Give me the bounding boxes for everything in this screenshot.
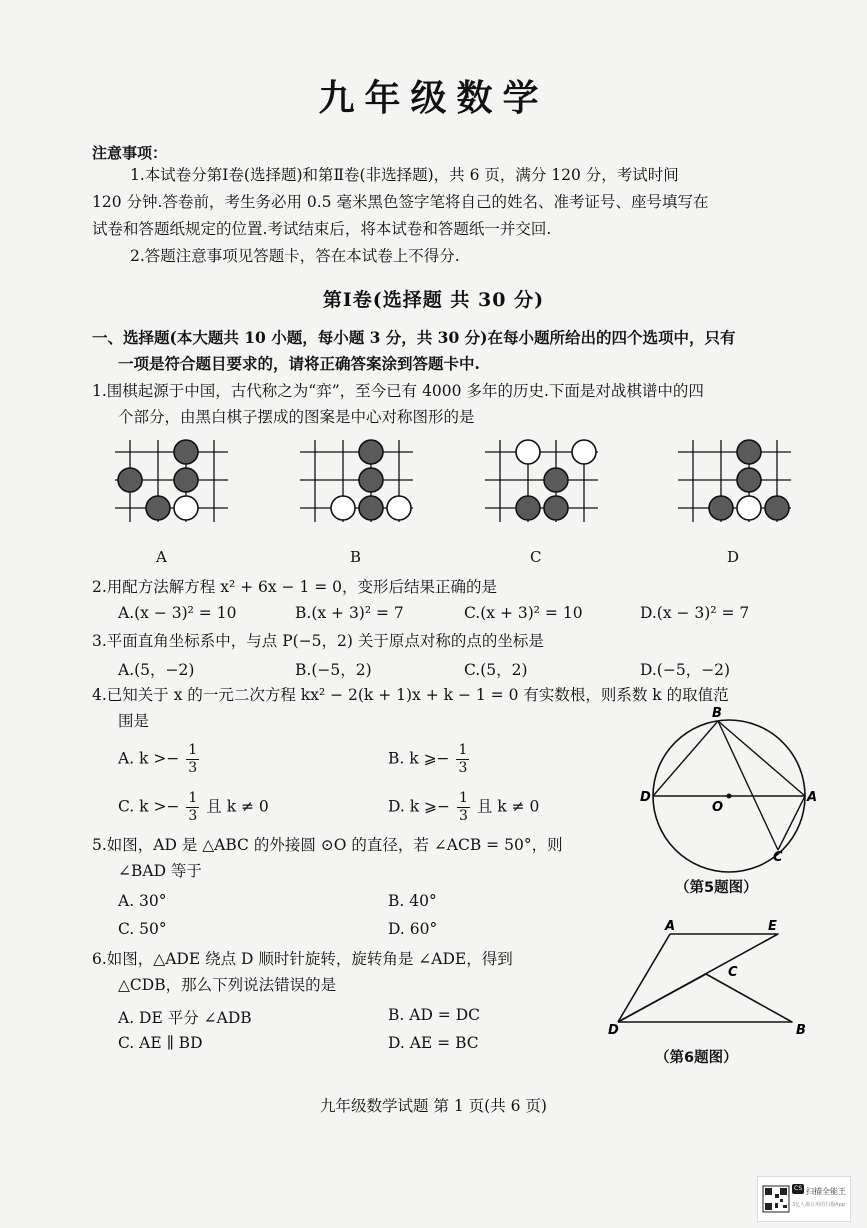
black-stone	[359, 440, 383, 464]
q1-label-a: A	[156, 548, 167, 566]
q6-option-a: A. DE 平分 ∠ADB	[118, 1009, 252, 1027]
q6-stem-line1: 6.如图，△ADE 绕点 D 顺时针旋转，旋转角是 ∠ADE，得到	[92, 950, 513, 968]
scanner-watermark	[757, 1176, 851, 1222]
black-stone	[118, 468, 142, 492]
white-stone	[174, 496, 198, 520]
q4-option-c-text: C. k >−	[118, 797, 180, 816]
label-a: A	[665, 919, 676, 934]
triangle-cdb	[618, 974, 792, 1022]
q3-option-a: A.(5，−2)	[118, 661, 195, 679]
qr-code-icon	[763, 1182, 789, 1216]
q2-option-c: C.(x + 3)² = 10	[464, 604, 583, 622]
fraction-one-third: $\frac{1}{3}$	[458, 742, 468, 776]
q5-option-c: C. 50°	[118, 920, 167, 938]
q2-option-d: D.(x − 3)² = 7	[640, 604, 750, 622]
q4-option-c-condition: 且 k ≠ 0	[206, 797, 269, 816]
black-stone	[709, 496, 733, 520]
fraction-one-third: $\frac{1}{3}$	[188, 790, 198, 824]
scanner-subtitle: 3亿人都在用的扫描App	[792, 1202, 845, 1208]
center-point	[727, 794, 732, 799]
q6-option-c: C. AE ∥ BD	[118, 1034, 203, 1052]
q4-option-b	[388, 742, 471, 777]
q6-stem-line2: △CDB，那么下列说法错误的是	[118, 976, 337, 994]
q6-option-b: B. AD = DC	[388, 1006, 480, 1024]
segment-ba	[718, 721, 805, 796]
go-board-figure-d	[678, 440, 788, 540]
q4-option-b-text: B. k ⩾−	[388, 749, 450, 768]
q5-circle-figure	[640, 706, 820, 870]
q1-label-d: D	[727, 548, 740, 566]
go-board-figure-c	[485, 440, 595, 540]
black-stone	[174, 468, 198, 492]
q5-option-b: B. 40°	[388, 892, 437, 910]
fraction-one-third: $\frac{1}{3}$	[188, 742, 198, 776]
page-footer: 九年级数学试题 第 1 页(共 6 页)	[320, 1097, 547, 1115]
notes-item1-line3: 试卷和答题纸规定的位置.考试结束后，将本试卷和答题纸一并交回.	[92, 220, 552, 238]
camscanner-logo-icon: CS	[794, 1185, 802, 1192]
label-c: C	[773, 850, 783, 865]
page-title: 九年级数学	[318, 77, 549, 119]
black-stone	[544, 468, 568, 492]
black-stone	[737, 468, 761, 492]
q4-option-c	[118, 790, 269, 825]
label-o: O	[712, 800, 724, 815]
q5-caption: （第5题图）	[675, 880, 758, 896]
label-b: B	[796, 1023, 806, 1038]
notes-heading: 注意事项：	[92, 144, 168, 162]
label-b: B	[712, 706, 722, 721]
black-stone	[146, 496, 170, 520]
black-stone	[359, 496, 383, 520]
label-d: D	[608, 1023, 619, 1038]
q3-option-d: D.(−5，−2)	[640, 661, 731, 679]
q5-option-d: D. 60°	[388, 920, 438, 938]
white-stone	[572, 440, 596, 464]
go-board-figure-a	[115, 440, 225, 540]
label-d: D	[640, 790, 651, 805]
q1-stem-line1: 1.围棋起源于中国，古代称之为“弈”，至今已有 4000 多年的历史.下面是对战棋谱中的四	[92, 382, 704, 400]
segment-bc	[718, 721, 778, 850]
fraction-one-third: $\frac{1}{3}$	[458, 790, 468, 824]
segment-dc	[618, 974, 706, 1022]
label-a: A	[807, 790, 818, 805]
black-stone	[544, 496, 568, 520]
q6-rotation-figure	[608, 918, 818, 1038]
q1-label-b: B	[350, 548, 362, 566]
q2-option-b: B.(x + 3)² = 7	[295, 604, 404, 622]
q3-stem: 3.平面直角坐标系中，与点 P(−5，2) 关于原点对称的点的坐标是	[92, 632, 544, 650]
black-stone	[359, 468, 383, 492]
part1-instruction-line1: 一、选择题(本大题共 10 小题，每小题 3 分，共 30 分)在每小题所给出的四个选项中，只有	[92, 328, 736, 347]
label-e: E	[768, 919, 777, 934]
white-stone	[331, 496, 355, 520]
q2-stem: 2.用配方法解方程 x² + 6x − 1 = 0，变形后结果正确的是	[92, 578, 498, 596]
notes-item1-line2: 120 分钟.答卷前，考生务必用 0.5 毫米黑色签字笔将自己的姓名、准考证号、座号填写在	[92, 193, 709, 211]
black-stone	[174, 440, 198, 464]
q6-caption: （第6题图）	[655, 1050, 738, 1066]
black-stone	[737, 440, 761, 464]
q4-option-a-text: A. k >−	[118, 749, 180, 768]
q4-option-d-text: D. k ⩾−	[388, 797, 451, 816]
section-title: 第Ⅰ卷(选择题 共 30 分)	[322, 289, 545, 311]
q4-stem-line1: 4.已知关于 x 的一元二次方程 kx² − 2(k + 1)x + k − 1 = 0 有实数根，则系数 k 的取值范	[92, 686, 729, 704]
q1-label-c: C	[530, 548, 542, 566]
q5-stem-line2: ∠BAD 等于	[118, 862, 202, 880]
q4-option-d	[388, 790, 539, 825]
segment-ad	[618, 934, 670, 1022]
scanner-brand: 扫描全能王	[806, 1187, 846, 1196]
white-stone	[387, 496, 411, 520]
q5-stem-line1: 5.如图，AD 是 △ABC 的外接圆 ⊙O 的直径，若 ∠ACB = 50°，则	[92, 836, 563, 854]
white-stone	[516, 440, 540, 464]
q3-option-b: B.(−5，2)	[295, 661, 372, 679]
q2-option-a: A.(x − 3)² = 10	[118, 604, 237, 622]
q4-stem-line2: 围是	[118, 712, 150, 730]
part1-instruction-line2: 一项是符合题目要求的，请将正确答案涂到答题卡中.	[118, 354, 480, 373]
black-stone	[516, 496, 540, 520]
q6-option-d: D. AE = BC	[388, 1034, 479, 1052]
notes-item1-line1: 1.本试卷分第Ⅰ卷(选择题)和第Ⅱ卷(非选择题)，共 6 页，满分 120 分，考试时间	[130, 166, 679, 184]
go-board-figure-b	[300, 440, 410, 540]
q4-option-d-condition: 且 k ≠ 0	[476, 797, 540, 816]
label-c: C	[728, 965, 738, 980]
white-stone	[737, 496, 761, 520]
notes-item2: 2.答题注意事项见答题卡，答在本试卷上不得分.	[130, 247, 460, 265]
q5-option-a: A. 30°	[118, 892, 167, 910]
segment-ac	[778, 796, 805, 850]
q1-stem-line2: 个部分，由黑白棋子摆成的图案是中心对称图形的是	[118, 408, 475, 426]
q4-option-a	[118, 742, 201, 777]
q3-option-c: C.(5，2)	[464, 661, 528, 679]
black-stone	[765, 496, 789, 520]
